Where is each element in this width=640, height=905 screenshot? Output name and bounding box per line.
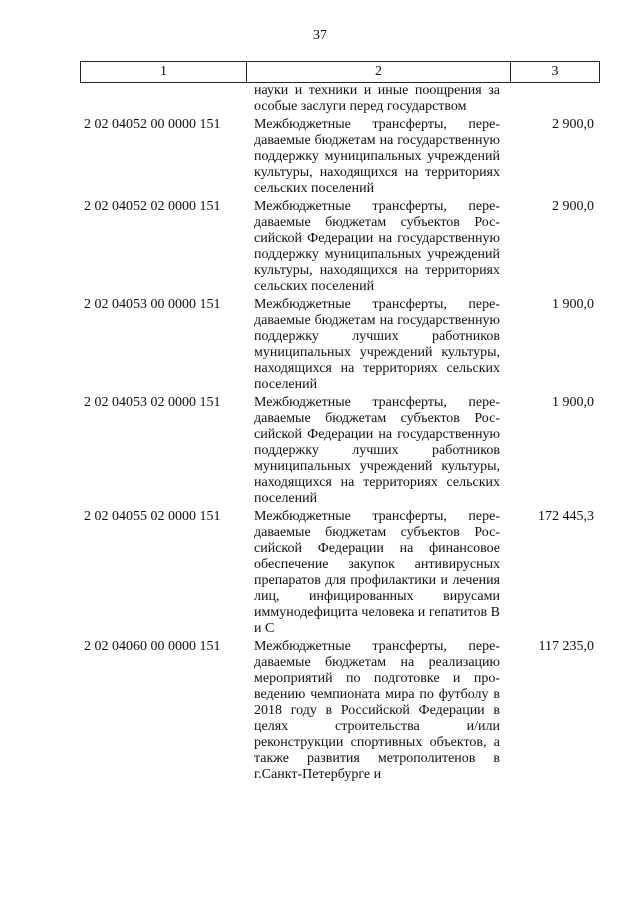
header-col-2: 2 — [247, 62, 511, 82]
row-amount: 2 900,0 — [552, 199, 594, 214]
row-code: 2 02 04052 02 0000 151 — [84, 199, 221, 214]
table-row — [80, 509, 600, 637]
row-code: 2 02 04060 00 0000 151 — [84, 639, 221, 654]
row-amount: 1 900,0 — [552, 297, 594, 312]
row-amount: 117 235,0 — [538, 639, 594, 654]
table-row — [80, 83, 600, 115]
table-body — [80, 83, 600, 785]
row-description: науки и техники и иные поощрения за особые заслуги перед государством — [254, 83, 500, 114]
row-code: 2 02 04053 00 0000 151 — [84, 297, 221, 312]
row-amount — [500, 83, 600, 115]
table-row — [80, 117, 600, 197]
row-amount: 172 445,3 — [538, 509, 594, 524]
row-code: 2 02 04053 02 0000 151 — [84, 395, 221, 410]
row-description: Межбюджетные трансферты, передаваемые бюджетам субъектов Российской Федерации на государственную поддержку лучших работников муниципальных учреждений культуры, находящихся на территориях сельских поселений — [254, 395, 500, 506]
row-description: Межбюджетные трансферты, передаваемые бюджетам субъектов Российской Федерации на финансовое обеспечение закупок антивирусных препаратов для профилактики и лечения лиц, инфицированных вирусами иммунодефицита человека и гепатитов B и C — [254, 509, 500, 636]
header-col-3: 3 — [551, 64, 559, 79]
table-row — [80, 395, 600, 507]
row-code — [80, 83, 250, 115]
row-amount: 1 900,0 — [552, 395, 594, 410]
row-description: Межбюджетные трансферты, передаваемые бюджетам на государственную поддержку лучших работников муниципальных учреждений культуры, находящихся на территориях сельских поселений — [254, 297, 500, 392]
row-amount: 2 900,0 — [552, 117, 594, 132]
table-row — [80, 297, 600, 393]
row-code: 2 02 04055 02 0000 151 — [84, 509, 221, 524]
page-number: 37 — [313, 28, 327, 43]
table-row — [80, 639, 600, 783]
table-header — [80, 61, 600, 83]
row-description: Межбюджетные трансферты, передаваемые бюджетам на государственную поддержку муниципальных учреждений культуры, находящихся на территориях сельских поселений — [254, 117, 500, 196]
row-code: 2 02 04052 00 0000 151 — [84, 117, 221, 132]
header-col-1: 1 — [81, 62, 247, 82]
table-row — [80, 199, 600, 295]
row-description: Межбюджетные трансферты, передаваемые бюджетам субъектов Российской Федерации на государственную поддержку муниципальных учреждений культуры, находящихся на территориях сельских поселений — [254, 199, 500, 294]
row-description: Межбюджетные трансферты, передаваемые бюджетам на реализацию мероприятий по подготовке и проведению чемпионата мира по футболу в 2018 году в Российской Федерации в целях строительства и/или реконструкции спортивных объектов, а также развития метрополитенов в г.Санкт-Петербурге и — [254, 639, 500, 782]
